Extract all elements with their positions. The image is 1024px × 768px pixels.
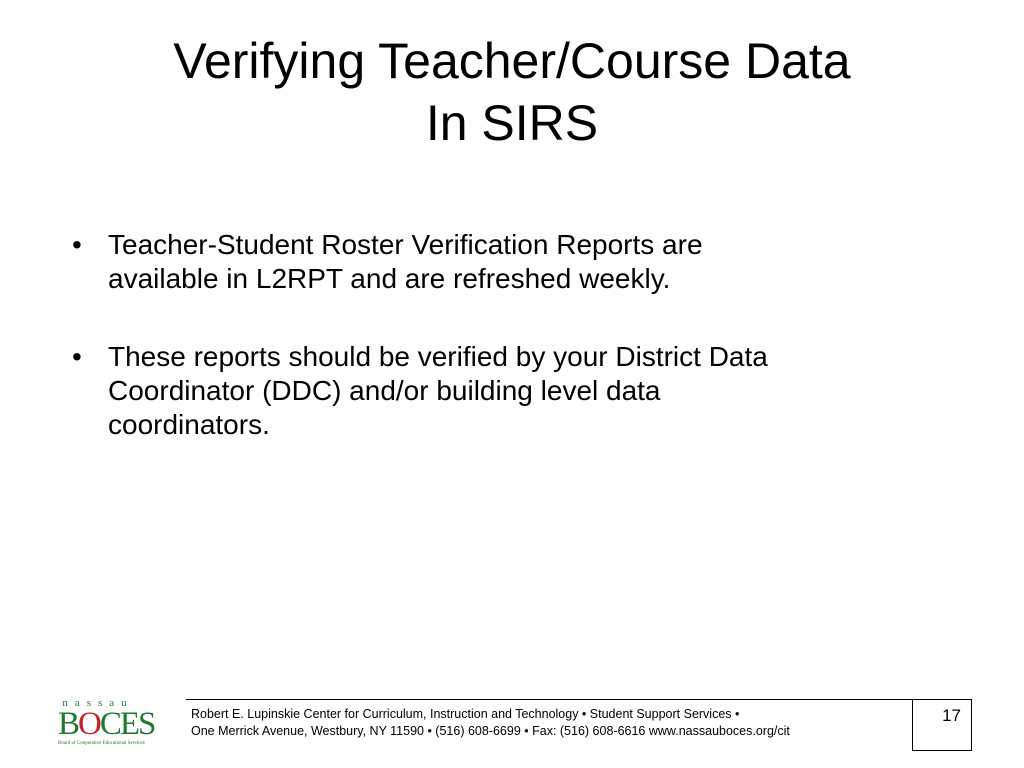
logo-letters-ces: CES [99, 706, 155, 742]
page-number-box [912, 699, 972, 751]
footer-line2: One Merrick Avenue, Westbury, NY 11590 • (516) 608-6699 • Fax: (516) 608-6616 www.nassauboces.org/cit [191, 724, 790, 738]
bullet-text-line: available in L2RPT and are refreshed weekly. [108, 263, 671, 294]
bullet-item [72, 228, 952, 296]
logo-tagline: Board of Cooperative Educational Services [58, 741, 145, 746]
bullet-marker: • [72, 341, 82, 372]
slide-title [60, 30, 964, 154]
bullet-text-line: coordinators. [108, 409, 270, 440]
slide-title-line2: In SIRS [425, 95, 599, 151]
page-number: 17 [942, 706, 961, 725]
footer-divider [186, 699, 912, 700]
bullet-text-line: These reports should be verified by your District Data [108, 341, 768, 372]
bullet-marker: • [72, 229, 82, 260]
bullet-text-line: Coordinator (DDC) and/or building level data [108, 375, 661, 406]
logo-nassau-text: nassau [62, 697, 134, 709]
logo-letter-o: O [78, 706, 100, 742]
slide-title-line1: Verifying Teacher/Course Data [173, 33, 851, 89]
boces-logo [54, 697, 155, 750]
bullet-item [72, 340, 952, 442]
footer-address [191, 706, 790, 740]
footer-line1: Robert E. Lupinskie Center for Curriculum, Instruction and Technology • Student Support Services • [191, 707, 740, 721]
logo-letter-b: B [58, 706, 79, 742]
bullet-text-line: Teacher-Student Roster Verification Reports are [108, 229, 703, 260]
bullet-list [72, 228, 952, 486]
logo-boces-wordmark [58, 706, 154, 742]
